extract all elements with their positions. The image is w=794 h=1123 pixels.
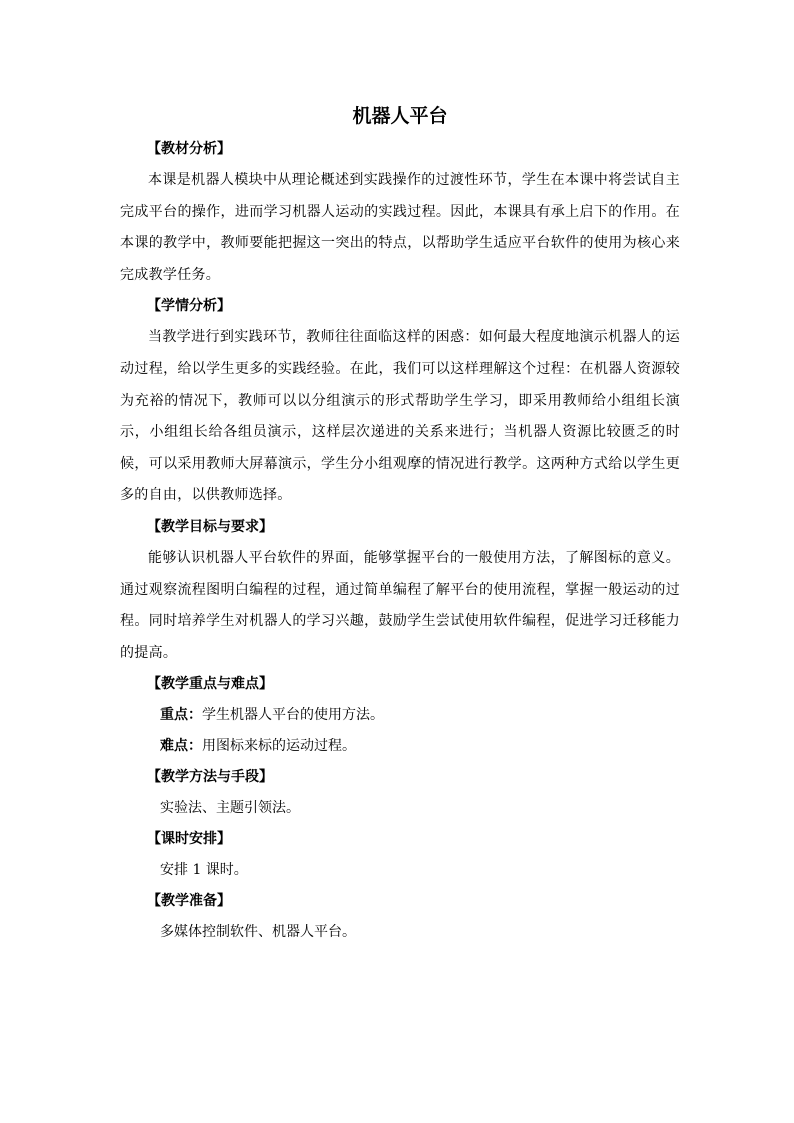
section-heading-goals: 【教学目标与要求】 xyxy=(147,518,273,535)
section-heading-material-analysis: 【教材分析】 xyxy=(147,141,231,157)
section-paragraph-material-analysis: 本课是机器人模块中从理论概述到实践操作的过渡性环节，学生在本课中将尝试自主完成平台的操作，进而学习机器人运动的实践过程。因此，本课具有承上启下的作用。在本课的教学中，教师要能把握这一突出的特点，以帮助学生适应平台软件的使用为核心来完成教学任务。 xyxy=(120,172,680,283)
section-text-methods: 实验法、主题引领法。 xyxy=(160,800,300,817)
section-heading-schedule: 【课时安排】 xyxy=(147,831,231,848)
difficulty-text: 用图标来标的运动过程。 xyxy=(202,738,356,755)
key-point-text: 学生机器人平台的使用方法。 xyxy=(202,707,384,724)
section-paragraph-goals: 能够认识机器人平台软件的界面，能够掌握平台的一般使用方法，了解图标的意义。通过观察流程图明白编程的过程，通过简单编程了解平台的使用流程，掌握一般运动的过程。同时培养学生对机器人的学习兴趣，鼓励学生尝试使用软件编程，促进学习迁移能力的提高。 xyxy=(120,549,680,661)
section-heading-methods: 【教学方法与手段】 xyxy=(147,769,273,786)
section-text-schedule: 安排 1 课时。 xyxy=(160,862,248,879)
section-heading-key-points: 【教学重点与难点】 xyxy=(147,676,273,693)
section-paragraph-learner-analysis: 当教学进行到实践环节，教师往往面临这样的困惑：如何最大程度地演示机器人的运动过程，给以学生更多的实践经验。在此，我们可以这样理解这个过程：在机器人资源较为充裕的情况下，教师可以以分组演示的形式帮助学生学习，即采用教师给小组组长演示，小组组长给各组员演示，这样层次递进的关系来进行；当机器人资源比较匮乏的时候，可以采用教师大屏幕演示，学生分小组观摩的情况进行教学。这两种方式给以学生更多的自由，以供教师选择。 xyxy=(120,329,680,504)
document-page xyxy=(120,100,680,948)
difficulty-line xyxy=(160,731,680,762)
section-text-preparation: 多媒体控制软件、机器人平台。 xyxy=(160,924,356,941)
difficulty-label: 难点： xyxy=(160,738,202,755)
key-point-line xyxy=(160,700,680,731)
key-point-label: 重点： xyxy=(160,707,202,724)
section-heading-preparation: 【教学准备】 xyxy=(147,893,231,910)
section-heading-learner-analysis: 【学情分析】 xyxy=(147,298,231,315)
document-title: 机器人平台 xyxy=(352,105,448,127)
